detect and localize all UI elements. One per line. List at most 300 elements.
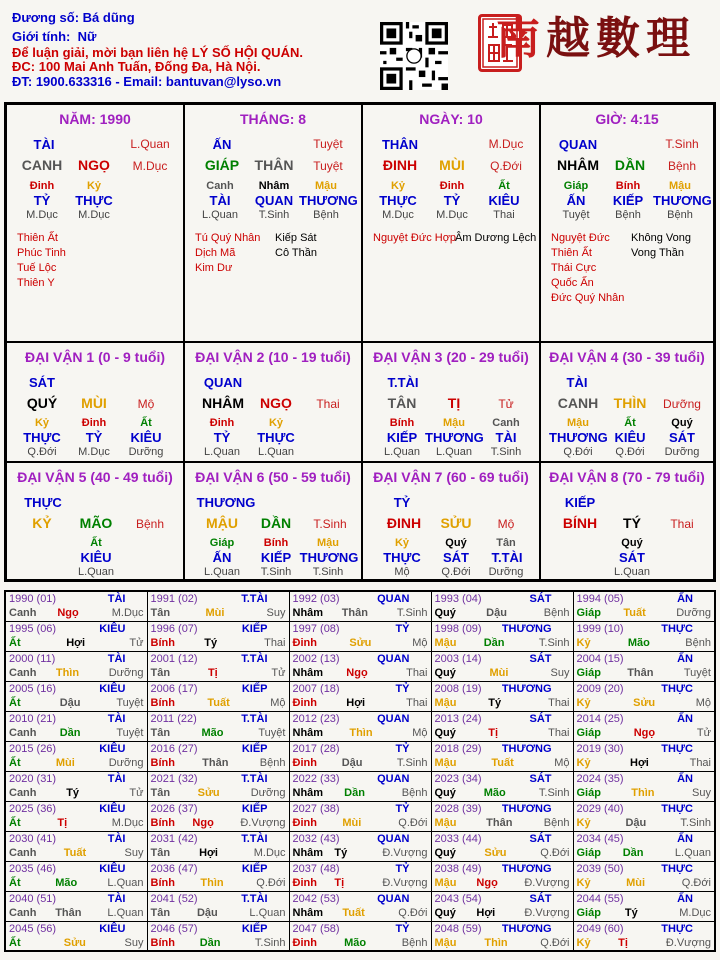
chart-grid xyxy=(4,102,716,582)
year-cell[interactable] xyxy=(431,831,573,861)
year-row xyxy=(5,891,715,921)
hidden-state: L.Quan xyxy=(435,446,473,458)
year-cell[interactable] xyxy=(147,921,289,951)
year-cell[interactable] xyxy=(431,771,573,801)
hidden-state: M.Dục xyxy=(382,209,414,221)
pillar-stem: NHÂM xyxy=(557,157,599,173)
hidden-god: KIÊU xyxy=(614,430,646,445)
luck-period-5[interactable] xyxy=(6,462,184,580)
hidden-state: Dưỡng xyxy=(128,446,164,458)
pillar-title: THÁNG: 8 xyxy=(239,111,307,127)
year-label: 2022 (33) xyxy=(292,772,340,785)
year-cell[interactable] xyxy=(289,651,431,681)
year-stem: Nhâm xyxy=(292,786,324,799)
year-branch: Mùi xyxy=(489,666,509,679)
year-cell[interactable] xyxy=(431,921,573,951)
year-label: 2021 (32) xyxy=(150,772,198,785)
star-list: Thiên Ất Phúc Tinh Tuế Lộc Thiên Y xyxy=(17,232,66,289)
luck-period-4[interactable] xyxy=(540,342,714,462)
luck-state: Bệnh xyxy=(135,517,165,531)
year-cell[interactable] xyxy=(289,921,431,951)
year-cell[interactable] xyxy=(573,801,715,831)
luck-god: KIẾP xyxy=(564,495,596,510)
year-state: Thai xyxy=(548,726,570,739)
year-god: ẤN xyxy=(677,832,693,845)
luck-period-6[interactable] xyxy=(184,462,362,580)
pillar-top-god: THÂN xyxy=(381,137,419,152)
pillar-branch-state: Q.Đới xyxy=(490,159,522,173)
luck-branch: TÝ xyxy=(623,515,641,531)
year-stem: Bính xyxy=(150,876,175,889)
year-state: L.Quan xyxy=(107,876,144,889)
year-state: Đ.Vượng xyxy=(382,846,428,859)
year-god: QUAN xyxy=(377,772,410,785)
hidden-state: Mộ xyxy=(394,566,410,578)
year-cell[interactable] xyxy=(5,741,147,771)
pillar-title: NĂM: 1990 xyxy=(59,111,131,127)
luck-god: TỶ xyxy=(393,495,411,510)
year-branch: Dậu xyxy=(625,816,647,829)
luck-title: ĐẠI VẬN 2 (10 - 19 tuổi) xyxy=(195,349,351,365)
pillar-hour xyxy=(540,104,714,342)
year-stem: Giáp xyxy=(576,726,601,739)
year-cell[interactable] xyxy=(289,621,431,651)
year-label: 1996 (07) xyxy=(150,622,198,635)
year-cell[interactable] xyxy=(289,681,431,711)
year-label: 2019 (30) xyxy=(576,742,624,755)
year-label: 1998 (09) xyxy=(434,622,482,635)
year-state: Mộ xyxy=(270,696,286,709)
year-row xyxy=(5,651,715,681)
year-state: M.Dục xyxy=(679,906,711,919)
pillar-top-state: M.Dục xyxy=(488,137,524,151)
year-stem: Canh xyxy=(9,607,37,619)
luck-branch: MÃO xyxy=(79,515,113,531)
year-state: Thai xyxy=(548,696,570,709)
year-cell[interactable] xyxy=(573,831,715,861)
year-cell[interactable] xyxy=(431,651,573,681)
year-label: 2002 (13) xyxy=(292,652,340,665)
year-god: TÀI xyxy=(107,832,126,845)
year-branch: Dần xyxy=(59,726,81,739)
year-cell[interactable] xyxy=(289,831,431,861)
year-branch: Tuất xyxy=(491,756,514,769)
year-god: ẤN xyxy=(677,892,693,905)
hidden-state: L.Quan xyxy=(257,446,295,458)
hidden-state: Q.Đới xyxy=(615,446,645,458)
hidden-stem: Mậu xyxy=(567,417,589,429)
year-cell[interactable] xyxy=(573,771,715,801)
hidden-god: SÁT xyxy=(619,550,645,565)
year-label: 2010 (21) xyxy=(9,712,57,725)
year-label: 2023 (34) xyxy=(434,772,482,785)
year-branch: Ngọ xyxy=(476,876,498,889)
year-cell[interactable] xyxy=(431,861,573,891)
year-branch: Tý xyxy=(624,906,638,919)
year-stem: Ất xyxy=(9,636,21,649)
year-cell[interactable] xyxy=(573,711,715,741)
year-state: Bệnh xyxy=(685,636,711,649)
year-label: 2013 (24) xyxy=(434,712,482,725)
hidden-stem: Mậu xyxy=(443,417,465,429)
year-stem: Nhâm xyxy=(292,666,324,679)
year-cell[interactable] xyxy=(431,891,573,921)
brand-logo: 南越數理 xyxy=(496,13,696,64)
phone-email-line[interactable]: ĐT: 1900.633316 - Email: bantuvan@lyso.vn xyxy=(12,74,282,89)
year-stem: Mậu xyxy=(434,696,457,709)
luck-period-1[interactable] xyxy=(6,342,184,462)
star-list-secondary: Không Vong Vong Thần xyxy=(631,232,691,259)
year-god: TÀI xyxy=(107,892,126,905)
hidden-stem: Kỷ xyxy=(390,180,406,192)
year-cell[interactable] xyxy=(5,891,147,921)
year-stem: Ất xyxy=(9,936,21,949)
year-cell[interactable] xyxy=(5,711,147,741)
year-label: 1991 (02) xyxy=(150,593,198,605)
year-state: Suy xyxy=(124,936,144,949)
year-stem: Nhâm xyxy=(292,607,324,619)
year-stem: Canh xyxy=(9,786,37,799)
year-label: 2043 (54) xyxy=(434,892,482,905)
year-cell[interactable] xyxy=(289,891,431,921)
year-label: 2015 (26) xyxy=(9,742,57,755)
hidden-stem: Đinh xyxy=(29,180,55,192)
luck-title: ĐẠI VẬN 3 (20 - 29 tuổi) xyxy=(373,349,529,365)
year-cell[interactable] xyxy=(5,831,147,861)
year-god: KIÊU xyxy=(99,682,126,695)
hidden-stem: Mậu xyxy=(317,537,339,549)
year-cell[interactable] xyxy=(573,591,715,621)
year-branch: Hợi xyxy=(630,756,649,769)
hidden-state: Dưỡng xyxy=(664,446,700,458)
year-stem: Tân xyxy=(150,666,171,679)
year-cell[interactable] xyxy=(5,921,147,951)
luck-period-8[interactable] xyxy=(540,462,714,580)
year-label: 2038 (49) xyxy=(434,862,482,875)
year-stem: Đinh xyxy=(292,636,317,649)
year-cell[interactable] xyxy=(431,621,573,651)
year-state: Suy xyxy=(550,666,570,679)
contact-line: Để luận giải, mời bạn liên hệ LÝ SỐ HỘI QUÁN. xyxy=(12,45,303,60)
year-label: 2030 (41) xyxy=(9,832,57,845)
year-branch: Thìn xyxy=(484,936,508,949)
hidden-stem: Giáp xyxy=(209,537,235,549)
luck-god: THƯƠNG xyxy=(196,495,256,510)
year-stem: Ất xyxy=(9,816,21,829)
pillar-branch-state: Tuyệt xyxy=(313,159,343,173)
year-cell[interactable] xyxy=(289,771,431,801)
year-state: Thai xyxy=(264,636,286,649)
year-label: 1993 (04) xyxy=(434,593,482,605)
pillar-branch: DẦN xyxy=(614,157,646,173)
year-stem: Tân xyxy=(150,906,171,919)
year-stem: Canh xyxy=(9,906,37,919)
hidden-state: T.Sinh xyxy=(260,566,292,578)
luck-state: Thai xyxy=(316,397,340,411)
year-state: Dưỡng xyxy=(108,756,144,769)
year-label: 2027 (38) xyxy=(292,802,340,815)
year-branch: Tý xyxy=(204,636,218,649)
year-state: Tử xyxy=(129,786,144,799)
year-branch: Tý xyxy=(66,786,80,799)
year-row xyxy=(5,921,715,951)
year-cell[interactable] xyxy=(5,861,147,891)
year-state: Q.Đới xyxy=(681,876,711,889)
year-cell[interactable] xyxy=(5,591,147,621)
luck-stem: MẬU xyxy=(206,515,238,531)
hidden-god: T.TÀI xyxy=(491,550,523,565)
year-label: 2008 (19) xyxy=(434,682,482,695)
luck-branch: THÌN xyxy=(613,395,647,411)
pillar-branch: NGỌ xyxy=(78,157,110,173)
year-stem: Tân xyxy=(150,607,171,619)
year-branch: Tuất xyxy=(207,696,230,709)
pillar-top-god: QUAN xyxy=(558,137,598,152)
luck-period-7[interactable] xyxy=(362,462,540,580)
year-cell[interactable] xyxy=(5,621,147,651)
year-cell[interactable] xyxy=(147,801,289,831)
year-state: Tuyệt xyxy=(116,726,144,739)
year-cell[interactable] xyxy=(147,771,289,801)
year-label: 2005 (16) xyxy=(9,682,57,695)
year-stem: Đinh xyxy=(292,756,317,769)
hidden-god: ẤN xyxy=(566,193,586,208)
pillar-top-god: ẤN xyxy=(212,137,232,152)
year-stem: Quý xyxy=(434,666,456,679)
year-row xyxy=(5,711,715,741)
year-state: L.Quan xyxy=(674,846,711,859)
year-branch: Sửu xyxy=(349,636,372,649)
pillar-branch: MÙI xyxy=(439,157,465,173)
pillar-branch: THÂN xyxy=(254,157,294,173)
luck-period-3[interactable] xyxy=(362,342,540,462)
year-branch: Mão xyxy=(344,936,367,949)
yearly-table xyxy=(4,590,716,952)
hidden-stem: Ất xyxy=(624,417,636,429)
year-branch: Sửu xyxy=(63,936,86,949)
luck-title: ĐẠI VẬN 5 (40 - 49 tuổi) xyxy=(17,469,173,485)
hidden-state: Dưỡng xyxy=(488,566,524,578)
year-branch: Tý xyxy=(488,696,502,709)
luck-branch: TỊ xyxy=(447,395,461,411)
year-god: SÁT xyxy=(529,832,552,845)
year-god: THỰC xyxy=(661,922,693,935)
year-state: Suy xyxy=(692,786,711,799)
hidden-state: Q.Đới xyxy=(27,446,57,458)
year-god: KIẾP xyxy=(241,862,268,875)
year-god: KIẾP xyxy=(241,922,268,935)
luck-stem: BÍNH xyxy=(562,515,598,531)
year-cell[interactable] xyxy=(147,591,289,621)
year-state: Tuyệt xyxy=(258,726,286,739)
year-cell[interactable] xyxy=(431,591,573,621)
year-stem: Mậu xyxy=(434,636,457,649)
year-cell[interactable] xyxy=(431,741,573,771)
year-cell[interactable] xyxy=(289,741,431,771)
year-god: KIẾP xyxy=(241,622,268,635)
year-cell[interactable] xyxy=(289,801,431,831)
hidden-state: Thai xyxy=(493,209,515,221)
year-branch: Tị xyxy=(207,666,218,679)
qr-code-icon[interactable] xyxy=(380,22,448,90)
year-state: Mộ xyxy=(554,756,570,769)
hidden-god: ẤN xyxy=(212,550,232,565)
year-cell[interactable] xyxy=(289,591,431,621)
year-branch: Thân xyxy=(202,756,229,769)
year-cell[interactable] xyxy=(573,921,715,951)
year-branch: Dần xyxy=(344,786,365,799)
luck-period-2[interactable] xyxy=(184,342,362,462)
hidden-state: Bệnh xyxy=(667,209,693,221)
year-state: T.Sinh xyxy=(538,636,570,649)
year-cell[interactable] xyxy=(147,891,289,921)
hidden-god: THƯƠNG xyxy=(549,430,608,445)
year-god: QUAN xyxy=(377,593,410,605)
year-state: Đ.Vượng xyxy=(524,906,570,919)
hidden-god: TÀI xyxy=(209,193,231,208)
year-stem: Kỷ xyxy=(576,636,591,649)
year-stem: Tân xyxy=(150,786,171,799)
year-cell[interactable] xyxy=(5,651,147,681)
year-label: 2029 (40) xyxy=(576,802,624,815)
year-cell[interactable] xyxy=(573,681,715,711)
luck-stem: TÂN xyxy=(387,395,417,411)
hidden-god: SÁT xyxy=(669,430,695,445)
year-god: KIÊU xyxy=(99,802,126,815)
year-cell[interactable] xyxy=(147,681,289,711)
year-god: KIẾP xyxy=(241,742,268,755)
year-stem: Mậu xyxy=(434,756,457,769)
year-cell[interactable] xyxy=(431,681,573,711)
year-cell[interactable] xyxy=(147,711,289,741)
year-cell[interactable] xyxy=(5,771,147,801)
year-branch: Mùi xyxy=(626,876,646,889)
year-cell[interactable] xyxy=(147,741,289,771)
hidden-god: THƯƠNG xyxy=(653,193,712,208)
hidden-stem: Kỷ xyxy=(394,537,410,549)
year-state: Bệnh xyxy=(259,756,286,769)
hidden-stem: Đinh xyxy=(439,180,465,192)
hidden-god: THỰC xyxy=(383,550,421,565)
year-branch: Tuất xyxy=(623,607,646,619)
pillar-top-state: L.Quan xyxy=(130,137,170,151)
year-label: 2034 (45) xyxy=(576,832,624,845)
hidden-state: Bệnh xyxy=(313,209,339,221)
year-branch: Dậu xyxy=(341,756,363,769)
year-state: M.Dục xyxy=(253,846,286,859)
hidden-god: THƯƠNG xyxy=(299,550,359,565)
year-label: 2001 (12) xyxy=(150,652,198,665)
year-stem: Nhâm xyxy=(292,726,324,739)
year-label: 1999 (10) xyxy=(576,622,624,635)
year-god: KIẾP xyxy=(241,682,268,695)
luck-state: Tử xyxy=(498,397,514,411)
hidden-stem: Mậu xyxy=(315,180,337,192)
year-stem: Quý xyxy=(434,607,456,619)
luck-god: THỰC xyxy=(24,495,62,510)
year-state: T.Sinh xyxy=(680,816,711,829)
year-label: 1990 (01) xyxy=(9,593,57,605)
year-cell[interactable] xyxy=(147,831,289,861)
year-stem: Đinh xyxy=(292,876,317,889)
hidden-god: TỶ xyxy=(33,193,51,208)
pillar-stem: ĐINH xyxy=(382,157,418,173)
year-cell[interactable] xyxy=(147,861,289,891)
year-state: L.Quan xyxy=(249,906,286,919)
hidden-stem: Mậu xyxy=(669,180,691,192)
star-list: Nguyệt Đức Hợp xyxy=(373,232,457,244)
year-branch: Mão xyxy=(55,876,78,889)
year-row xyxy=(5,591,715,621)
year-cell[interactable] xyxy=(573,621,715,651)
year-branch: Tý xyxy=(334,846,348,859)
hidden-god: TỶ xyxy=(85,430,103,445)
hidden-state: L.Quan xyxy=(203,566,241,578)
year-stem: Kỷ xyxy=(576,696,591,709)
hidden-state: T.Sinh xyxy=(258,209,290,221)
luck-stem: NHÂM xyxy=(202,395,244,411)
year-state: Suy xyxy=(124,846,144,859)
year-cell[interactable] xyxy=(147,651,289,681)
year-cell[interactable] xyxy=(147,621,289,651)
owner-line: Đương số: Bá dũng xyxy=(12,10,135,25)
hidden-god: KIẾP xyxy=(386,430,418,445)
year-state: Thai xyxy=(406,666,428,679)
year-branch: Dậu xyxy=(486,607,507,619)
year-god: SÁT xyxy=(529,593,552,605)
year-stem: Quý xyxy=(434,726,456,739)
year-row xyxy=(5,621,715,651)
luck-branch: SỬU xyxy=(440,515,472,531)
year-cell[interactable] xyxy=(289,711,431,741)
year-cell[interactable] xyxy=(431,801,573,831)
year-branch: Tị xyxy=(618,936,628,949)
year-label: 2007 (18) xyxy=(292,682,340,695)
year-stem: Tân xyxy=(150,726,171,739)
year-god: T.TÀI xyxy=(241,892,268,905)
year-cell[interactable] xyxy=(573,741,715,771)
year-cell[interactable] xyxy=(5,681,147,711)
year-stem: Bính xyxy=(150,636,175,649)
hidden-stem: Canh xyxy=(492,417,520,429)
year-state: Đ.Vượng xyxy=(665,936,711,949)
year-label: 2025 (36) xyxy=(9,802,57,815)
year-cell[interactable] xyxy=(573,861,715,891)
year-label: 2032 (43) xyxy=(292,832,340,845)
year-cell[interactable] xyxy=(573,891,715,921)
year-branch: Dần xyxy=(622,846,644,859)
year-row xyxy=(5,801,715,831)
year-branch: Dần xyxy=(199,936,221,949)
year-branch: Tuất xyxy=(342,906,365,919)
year-god: TÀI xyxy=(107,712,126,725)
year-cell[interactable] xyxy=(289,861,431,891)
year-state: T.Sinh xyxy=(396,607,428,619)
luck-god: SÁT xyxy=(29,375,55,390)
year-god: SÁT xyxy=(529,712,552,725)
year-cell[interactable] xyxy=(431,711,573,741)
year-stem: Ất xyxy=(9,696,21,709)
year-god: TÀI xyxy=(107,593,126,605)
year-stem: Bính xyxy=(150,756,175,769)
year-label: 1994 (05) xyxy=(576,593,624,605)
year-branch: Hợi xyxy=(476,906,496,919)
year-cell[interactable] xyxy=(5,801,147,831)
year-branch: Thìn xyxy=(55,666,80,679)
year-cell[interactable] xyxy=(573,651,715,681)
hidden-god: THỰC xyxy=(75,193,113,208)
year-stem: Kỷ xyxy=(576,936,591,949)
